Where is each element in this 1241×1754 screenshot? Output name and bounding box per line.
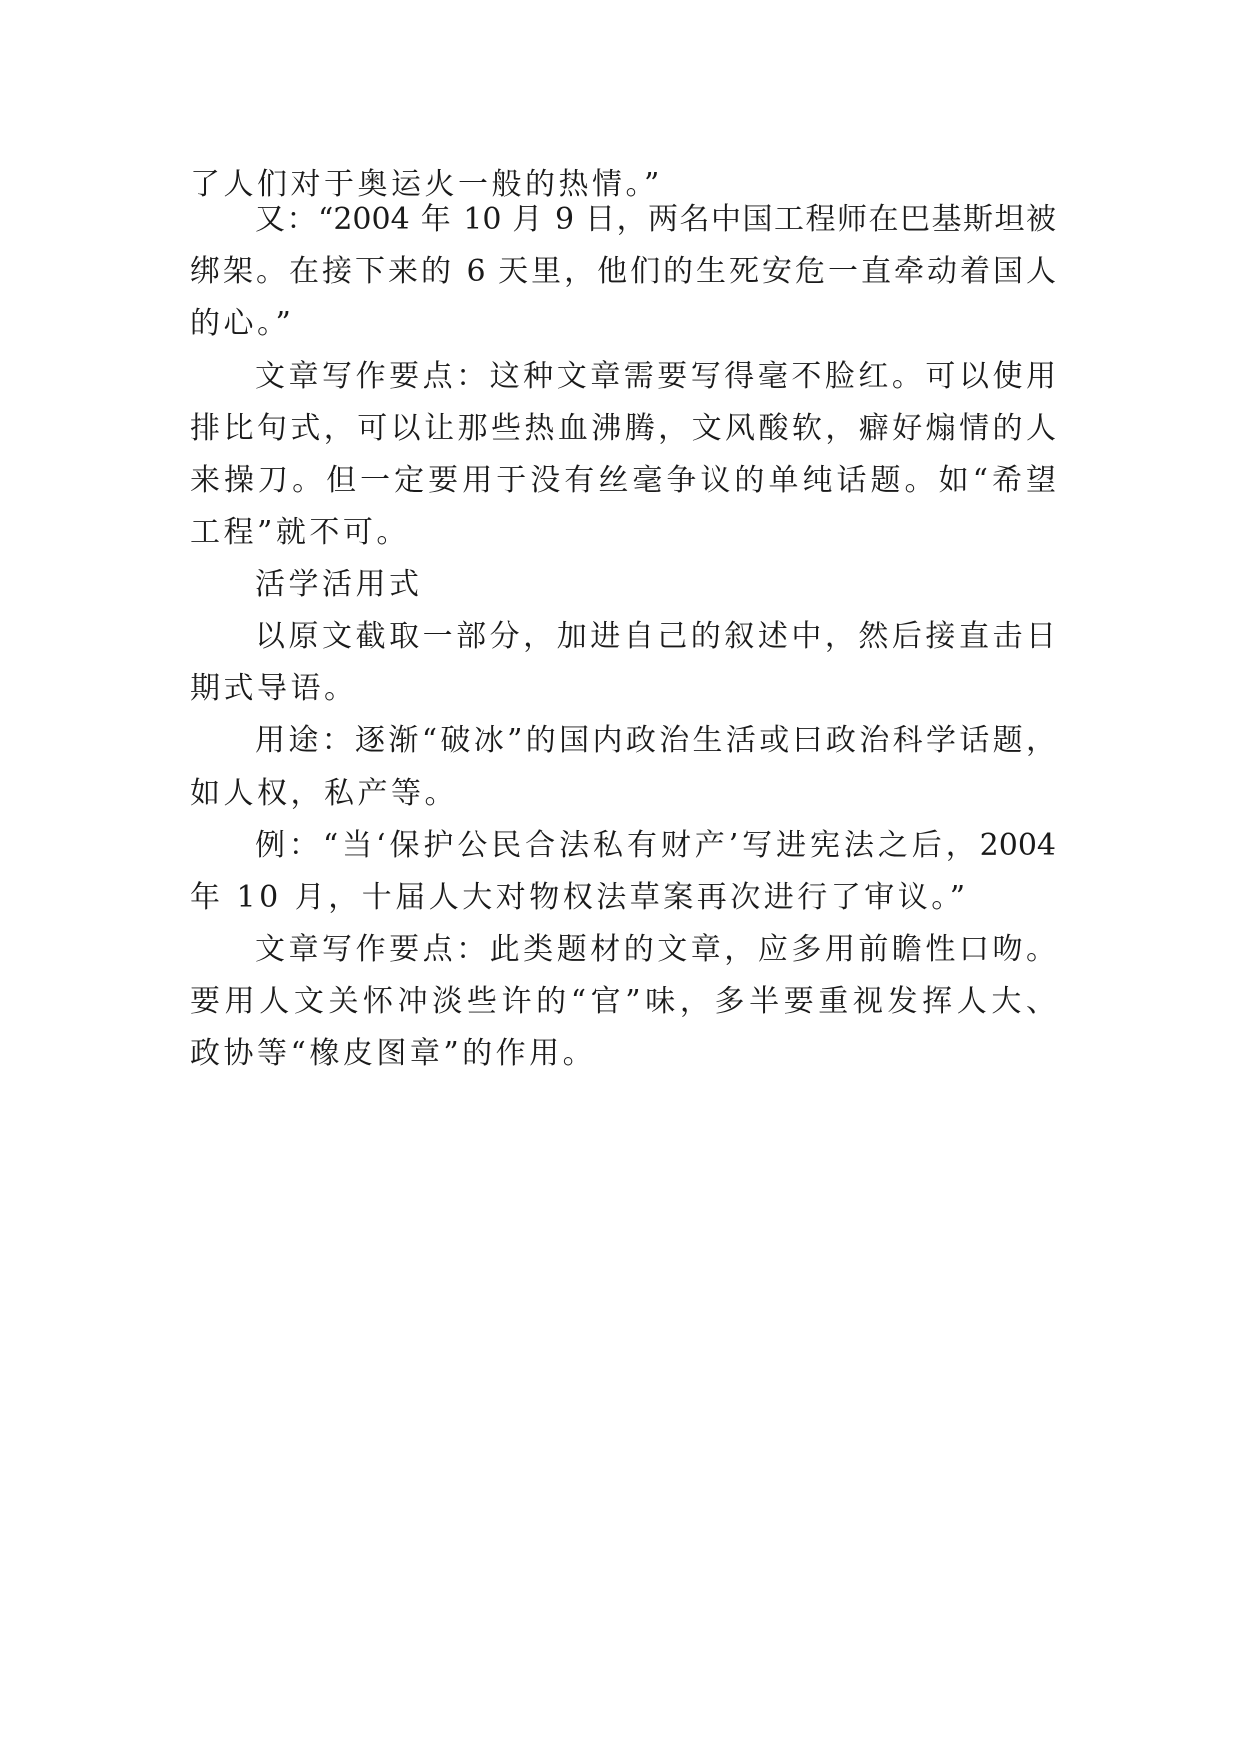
text-line: 用途：逐渐“破冰”的国内政治生活或曰政治科学话题， [255,723,1056,758]
text-line: 排比句式，可以让那些热血沸腾，文风酸软，癖好煽情的人 [190,411,1056,446]
text-line: 要用人文关怀冲淡些许的“官”味，多半要重视发挥人大、 [190,984,1056,1019]
text-line: 绑架。在接下来的 6 天里，他们的生死安危一直牵动着国人 [190,254,1056,289]
text-line: 活学活用式 [255,567,423,602]
text-line: 文章写作要点：此类题材的文章，应多用前瞻性口吻。 [255,932,1056,967]
text-line: 文章写作要点：这种文章需要写得毫不脸红。可以使用 [255,359,1056,394]
text-line: 的心。” [190,306,295,341]
text-line: 了人们对于奥运火一般的热情。” [190,167,663,202]
text-line: 来操刀。但一定要用于没有丝毫争议的单纯话题。如“希望 [190,463,1056,498]
text-line: 期式导语。 [190,671,358,706]
text-line: 年 10 月，十届人大对物权法草案再次进行了审议。” [190,880,969,915]
text-line: 政协等“橡皮图章”的作用。 [190,1036,597,1071]
text-line: 例：“当‘保护公民合法私有财产’写进宪法之后，2004 [255,828,1056,863]
text-line: 又：“2004 年 10 月 9 日，两名中国工程师在巴基斯坦被 [255,202,1056,237]
text-line: 工程”就不可。 [190,515,410,550]
text-line: 以原文截取一部分，加进自己的叙述中，然后接直击日 [255,619,1056,654]
text-line: 如人权，私产等。 [190,776,458,811]
